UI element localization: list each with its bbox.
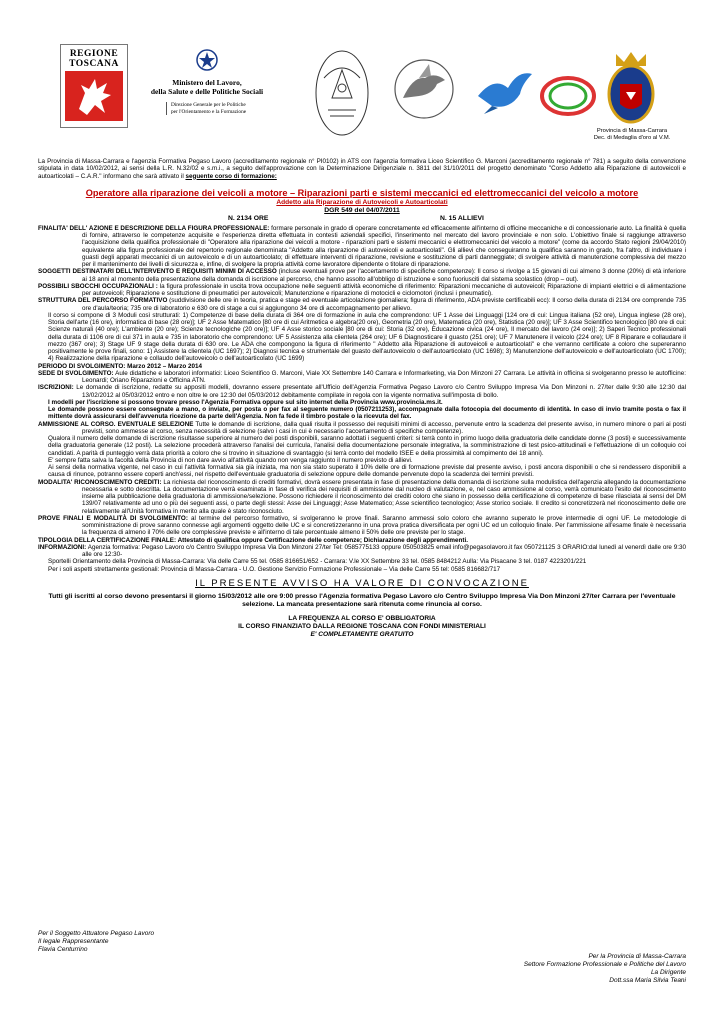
convocazione-text: Tutti gli iscritti al corso devono presentarsi il giorno 15/03/2012 alle ore 9:00 presso l'Agenzia formativa Pegaso Lavoro c/o Centro Sviluppo Impresa Via Don Minzoni 27/ter Carrara per l'eventuale selezione. La mancata presentazione sarà ritenuta come rinuncia al corso.: [48, 592, 676, 608]
ammissione-criteri: Qualora il numero delle domande di iscrizione risultasse superiore al numero dei posti disponibili, saranno adottati i seguenti criteri: si terrà conto in primo luogo della graduatoria delle candidate donne (3 posti) e successivamente della graduatoria generale (12 posti). La selezione procederà attraverso l'analisi dei curricula, l'analisi della documentazione personale integrativa, la somministrazione di test psico-attitudinali e l'effettuazione di un colloquio coi candidati. A parità di punteggio verrà data priorità a coloro che si trovino in situazione di svantaggio (si terrà conto del modello ISEE e della prossimità al compimento dei 18 anni).: [48, 435, 686, 457]
informazioni-sportelli: Sportelli Orientamento della Provincia di Massa-Carrara: Via delle Carre 55 tel. 0585 816651/652 - Carrara: V.le XX Settembre 33 tel. 0585 8484212 Aulla: Via Pisacane 3 tel. 0187 4223201/221: [48, 558, 587, 566]
sede-label: SEDE DI SVOLGIMENTO:: [38, 369, 114, 377]
corso-gratuito: E' COMPLETAMENTE GRATUITO: [310, 630, 414, 638]
bird-logo: [474, 66, 536, 116]
course-title: Operatore alla riparazione dei veicoli a motore – Riparazioni parti e sistemi meccanici ed elettromeccanici del veicolo a motore: [85, 187, 639, 198]
finalita-section: [38, 225, 686, 269]
finalita-text: formare personale in grado di operare concretamente ed efficacemente all'interno di officine meccaniche e di concessionarie auto. La finalità è quella di fornire, attraverso le competenze acquisite e l'esperienza diretta effettuata in contesti aziendali specifici, l'inserimento nel mercato del lavoro provinciale e non solo. L'obiettivo finale si raggiunge attraverso l'acquisizione della qualifica professionale di "Operatore alla riparazione dei veicoli a motore - riparazioni parti e sistemi meccanici e elettromeccanici del veicolo a motore" (come da accordo Stato regioni 29/04/2010) equivalente alla figura professionale del repertorio regionale denominata "Addetto alla riparazione di autoveicoli e autoarticolati". Gli allievi che conseguiranno la qualifica saranno in grado, fra l'altro, di individuare i guasti degli apparati meccanici di un autoveicolo e di un autoarticolato; di effettuare interventi di riparazione, revisione e sostituzione di parti danneggiate; di svolgere attività di manutenzione complessiva del mezzo per il mantenimento dei livelli di sicurezza e, infine, di svolgere la propria attività come lavoratore dipendente o titolare di riparazione.: [82, 224, 687, 268]
prove-label: PROVE FINALI E MODALITÀ DI SVOLGIMENTO:: [38, 514, 188, 522]
provincia-caption-line2: Dec. di Medaglia d'oro al V.M.: [593, 135, 671, 141]
provincia-caption: [584, 128, 680, 142]
signature-right-line3: La Dirigente: [650, 969, 686, 976]
ammissione-text-1: Tutte le domande di iscrizione, dalla quali risulta il possesso dei requisiti minimi di accesso, pervenute entro la scadenza del presente avviso, in numero minore o pari ai posti previsti, sono ammesse al corso, senza necessità di selezione (salvo i casi in cui è necessario l'accertamento di specifiche competenze).: [82, 420, 686, 435]
ammissione-label: AMMISSIONE AL CORSO. EVENTUALE SELEZIONE: [38, 420, 194, 428]
ministero-title-line1: Ministero del Lavoro,: [172, 78, 242, 87]
finalita-label: FINALITA' DELL' AZIONE E DESCRIZIONE DELLA FIGURA PROFESSIONALE:: [38, 224, 270, 232]
sede-section: [38, 370, 686, 385]
struttura-section: [38, 297, 686, 312]
course-meta: [38, 215, 686, 225]
intro-tail: seguente corso di formazione:: [185, 172, 277, 180]
sede-text: Aule didattiche e laboratori informatici: Liceo Scientifico G. Marconi, Viale XX Settembre 140 Carrara e Informarketing, via Don Minzoni 27 Carrara. Le attività in officina si svolgeranno presso le autofficine: Leonardi; Oriano Riparazioni e Officina ATN.: [82, 369, 686, 384]
logo-header: [56, 44, 676, 144]
course-subtitle: Addetto alla Riparazione di Autoveicoli e Autoarticolati: [276, 198, 448, 206]
pegasus-icon: [65, 71, 123, 121]
ministero-sub-line1: Direzione Generale per le Politiche: [171, 102, 246, 108]
course-hours: N. 2134 ORE: [228, 214, 269, 222]
struttura-modules: Il corso si compone di 3 Moduli così strutturati: 1) Competenze di base della durata di 364 ore di formazione in aula che comprendono: UF 1 Asse dei Linguaggi [124 ore di cui: Lingua italiana (52 ore), Lingua inglese (28 ore), Storia dell'arte (16 ore), informatica di base (28 ore)]; UF 2 Asse Matematico [80 ore di cui Aritmetica e algebra(20 ore), Geometria (20 ore), Matematica (20 ore), Statistica (20 ore)]; UF 3 Asse Scientifico tecnologico [80 ore di cui: Scienze naturali (40 ore); L'ambiente (20 ore); Scienze tecnologiche (20 ore)]; UF 4 Asse storico sociale [80 ore di cui: Storia (32 ore), Educazione civica (24 ore), Il mercato del lavoro (24 ore)]; 2) Saperi Tecnico professionali della durata di 1106 ore di cui 371 in aula e 735 in laboratorio che comprendono: UF 5 Assistenza alla clientela (264 ore); UF 6 Diagnosticare il guasto (251 ore); UF 7 Manutenere il veicolo (224 ore); UF 8 Riparare e collaudare il mezzo (367 ore); 3) Stage UF 9 stage della durata di 630 ore. Le ADA che compongono la figura di riferimento " Addetto alla Riparazione di autoveicoli e autoarticolati" e che verranno certificate a coloro che supereranno positivamente le prove finali, sono: 1) Assistere la clientela (UC 1697); 2) Diagnosi tecnica e strumentale del guasto dell'autoveicolo o dell'autoarticolato (UC 1698); 3) Manutenzione dell'autoveicolo e dell'autoarticolato (UC 1700); 4) Realizzazione della riparazione e collaudo dell'autoveicolo o dell'autoarticolato (UC 1699): [48, 311, 686, 363]
provincia-caption-line1: Provincia di Massa-Carrara: [596, 128, 668, 134]
sbocchi-text: la figura professionale in uscita trova occupazione nelle seguenti attività economiche di riferimento: Riparazioni meccaniche di autoveicoli; Riparazione di impianti elettrici e di alimentazione per autoveicoli; Riparazione e sostituzione di pneumatici per autoveicoli; Manutenzione e riparazione di motocicli e ciclomotori (inclusi i pneumatici).: [82, 282, 687, 297]
convocazione-heading: IL PRESENTE AVVISO HA VALORE DI CONVOCAZIONE: [195, 577, 529, 589]
intro-paragraph: [38, 158, 686, 180]
provincia-coat-of-arms-icon: [596, 48, 666, 128]
closing-notes: [38, 615, 686, 639]
ministero-title-line2: della Salute e delle Politiche Sociali: [150, 87, 264, 96]
modalita-text: La richiesta del riconoscimento di crediti formativi, dovrà essere presentata in fase di presentazione della domanda di iscrizione sulla modulistica dell'agenzia allegando la documentazione necessaria e sotto descritta. La documentazione verrà esaminata in fase di verifica dei requisiti di ammissione dal nucleo di valutazione, e, nel caso ammissione al corso, verrà comunicato l'esito del riconoscimento insieme alla pubblicazione della graduatoria di ammissione/selezione. Possono richiedere il riconoscimento dei crediti coloro che siano in possesso della certificazione di competenze di base rilasciata ai sensi del DM 139/07 relativamente ad uno o più dei seguenti assi, o parte degli stessi: Asse dei Linguaggi; Asse Matematico; Asse scientifico tecnologico; Asse storico sociale. Il credito si concretizzerà nel riconoscimento delle ore relativamente all'Unità formativa in merito alla quale è stato riconosciuto.: [82, 478, 686, 515]
prove-section: [38, 515, 686, 537]
modalita-section: [38, 479, 686, 515]
struttura-text-1: (suddivisione delle ore in teoria, pratica e stage ed eventuale articolazione giornaliera; figura di riferimento, ADA previste certificabili ecc): Il corso della durata di 2134 ore comprende 735 ore d'aula/teoria; 735 ore di laboratorio e 630 ore di stage a cui si aggiungono 34 ore di accompagnamento per allievo.: [82, 297, 686, 312]
sbocchi-section: [38, 283, 686, 298]
ammissione-section: [38, 421, 686, 436]
informazioni-gestionali: Per i soli aspetti strettamente gestionali: Provincia di Massa-Carrara - U.O. Gestione Servizio Formazione Professionale – Via delle Carre 55 tel: 0585 816682/717: [48, 565, 501, 573]
signature-left-line1: Per il Soggetto Attuatore Pegaso Lavoro: [38, 930, 155, 937]
soggetti-section: [38, 268, 686, 283]
signature-left-line3: Flavia Centurrino: [38, 946, 88, 953]
tipologia-line: TIPOLOGIA DELLA CERTIFICAZIONE FINALE: Attestato di qualifica oppure Certificazione delle competenze; Dichiarazione degli apprendimenti.: [38, 536, 468, 544]
italian-emblem-icon: [196, 48, 218, 72]
iscrizioni-label: ISCRIZIONI:: [38, 384, 74, 392]
course-students: N. 15 ALLIEVI: [440, 214, 484, 222]
intro-text: La Provincia di Massa-Carrara e l'agenzia Formativa Pegaso Lavoro (accreditamento regionale n° PI0102) in ATS con l'agenzia formativa Liceo Scientifico G. Marconi (accreditamento regionale n° 781) a seguito della convenzione stipulata in data 10/02/2012, ai sensi della L.R. N.32/02 e s.m.i., a seguito dell'approvazione con la Determinazione Dirigenziale n. 3811 del 31/10/2011 del progetto denominato "Corso Addetto alla Riparazione di autoveicoli e autoarticolati – C.A.R." informano che sarà attivato il: [38, 158, 686, 180]
regione-line1: REGIONE: [69, 49, 119, 59]
sbocchi-label: POSSIBILI SBOCCHI OCCUPAZIONALI :: [38, 282, 158, 290]
iscrizioni-text-1: Le domande di iscrizione, redatte su appositi modelli, dovranno essere presentate all'Ufficio dell'Agenzia Formativa Pegaso Lavoro c/o Centro Sviluppo Impresa Via Don Minzoni n. 27/ter dalle 9:30 alle 12:30 dal 13/02/2012 al 05/03/2012 entro e non oltre le ore 12:30 del 05/03/2012 debitamente compilate in regola con la vigente normativa sull'imposta di bollo.: [76, 384, 686, 399]
ministero-title: [142, 78, 272, 96]
informazioni-label: INFORMAZIONI:: [38, 543, 87, 551]
iscrizioni-modelli: I modelli per l'iscrizione si possono trovare presso l'Agenzia Formativa oppure sul sito internet della Provincia www.provincia.ms.it.: [48, 398, 443, 406]
pegaso-lavoro-logo: [389, 58, 459, 120]
ministero-sub-line2: per l'Orientamento e la Formazione: [171, 108, 247, 115]
liceo-logo: [314, 48, 370, 138]
ammissione-facolta: E' sempre fatta salva la facoltà della Provincia di non dare avvio all'attività quando non venga raggiunto il numero previsto di allievi.: [48, 456, 413, 464]
soggetti-text: (incluse eventuali prove per l'accertamento di specifiche competenze): Il corso si rivolge a 15 giovani di cui almeno 3 donne (20%) di età inferiore ai 18 anni al momento della presentazione della domanda di iscrizione al percorso, che hanno assolto all'obbligo di istruzione e sono fuoriusciti dal sistema scolastico (drop – out).: [82, 268, 687, 283]
iscrizioni-section: [38, 384, 686, 399]
periodo-line: PERIODO DI SVOLGIMENTO: Marzo 2012 – Marzo 2014: [38, 362, 202, 370]
struttura-label: STRUTTURA DEL PERCORSO FORMATIVO: [38, 297, 168, 305]
prove-text: al termine del percorso formativo, si svolgeranno le prove finali. Saranno ammessi solo coloro che avranno superato le prove intermedie di ogni UF. Le metodologie di somministrazione di prove saranno connesse agli argomenti oggetto delle UC e si concretizzeranno in una prova pratica diversificata per ogni UC ed un colloquio finale. Per l'ammissione all'esame finale è necessaria la frequenza di almeno il 70% delle ore complessive previste e all'interno di tale percentuale almeno il 50% delle ore previste per lo stage.: [82, 514, 687, 537]
ring-logo: [538, 74, 598, 118]
informazioni-section: [38, 544, 686, 559]
iscrizioni-consegna: Le domande possono essere consegnate a mano, o inviate, per posta o per fax al seguente numero (0507211253), accompagnate dalla fotocopia del documento di identità. In caso di invio tramite posta o fax il mittente dovrà assicurarsi dell'avvenuta ricezione da parte dell'Agenzia. Non fa fede il timbro postale o la ricevuta del fax.: [48, 406, 686, 421]
informazioni-text-1: Agenzia formativa: Pegaso Lavoro c/o Centro Sviluppo Impresa Via Don Minzoni 27/ter Tel: 0585775133 oppure 050503825 email info@pegasolavoro.it fax 050721125 3 ORARIO:dal lunedì al venerdì dalle ore 9:30 alle ore 12:30-: [82, 543, 686, 558]
ministero-lavoro-logo: [142, 48, 272, 132]
document-body: [38, 158, 686, 639]
course-dgr: DGR 549 del 04/07/2011: [324, 206, 400, 214]
regione-line2: TOSCANA: [69, 59, 119, 69]
signature-right-line1: Per la Provincia di Massa-Carrara: [588, 953, 686, 960]
signature-left: [38, 930, 154, 954]
frequenza-obbligatoria: LA FREQUENZA AL CORSO E' OBBLIGATORIA: [288, 614, 436, 622]
ministero-subtitle: [166, 102, 277, 115]
regione-logo-text: [61, 49, 127, 69]
soggetti-label: SOGGETTI DESTINATARI DELL'INTERVENTO E REQUISITI MINIMI DI ACCESSO: [38, 268, 277, 276]
modalita-label: MODALITA' RICONOSCIMENTO CREDITI:: [38, 478, 162, 486]
signature-right-line2: Settore Formazione Professionale e Politiche del Lavoro: [523, 961, 686, 968]
regione-toscana-logo: [60, 44, 128, 128]
ammissione-posti: Ai sensi della normativa vigente, nel caso in cui l'attività formativa sia già iniziata, ma non sia stato superato il 10% delle ore di formazione previste dal presente avviso, i posti ancora disponibili o che si rendessero disponibili a causa di rinunce, potranno essere coperti anch'essi, nel rispetto dell'eventuale graduatoria di selezione oppure delle domande pervenute dopo la scadenza dei termini previsti.: [48, 464, 686, 479]
signature-right: [524, 953, 686, 985]
signature-left-line2: Il legale Rappresentante: [38, 938, 109, 945]
corso-finanziato: IL CORSO FINANZIATO DALLA REGIONE TOSCANA CON FONDI MINISTERIALI: [238, 622, 486, 630]
signature-right-line4: Dott.ssa Maria Silvia Teani: [609, 977, 686, 984]
